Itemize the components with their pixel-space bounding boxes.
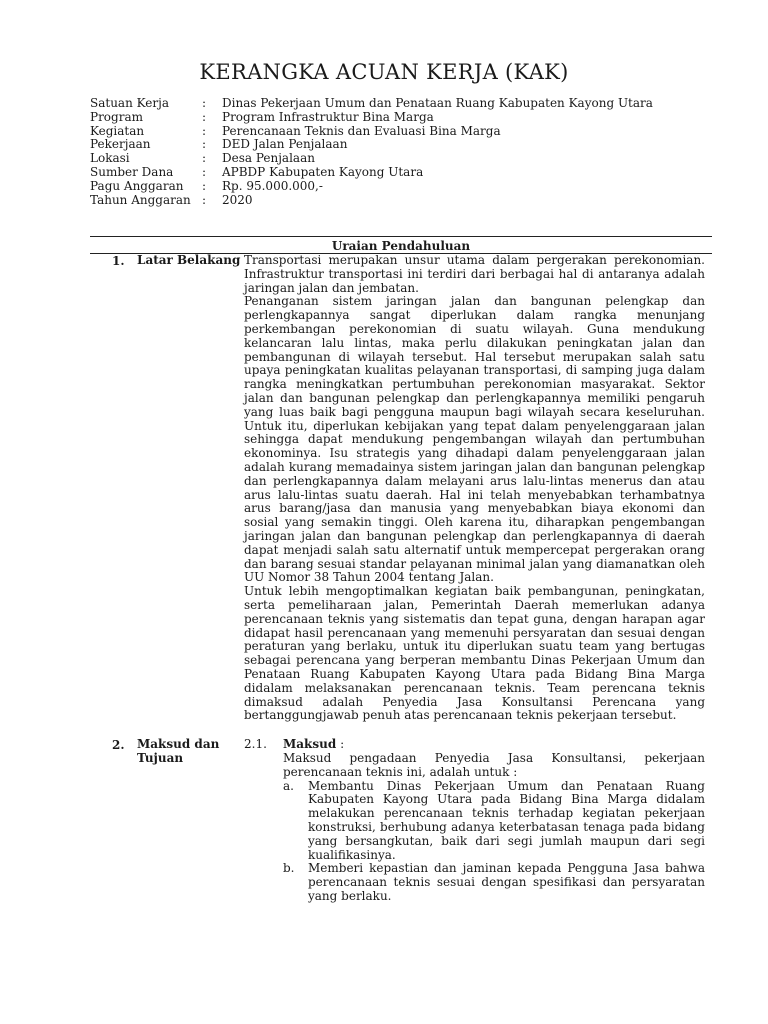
meta-label: Lokasi [90, 151, 130, 166]
document-title: KERANGKA ACUAN KERJA (KAK) [199, 60, 569, 84]
section-title: Uraian Pendahuluan [331, 239, 471, 253]
meta-colon: : [202, 178, 207, 193]
meta-value: Rp. 95.000.000,- [222, 178, 323, 193]
meta-value: Program Infrastruktur Bina Marga [222, 109, 434, 124]
list-text: Membantu Dinas Pekerjaan Umum dan Penataan Ruang Kabupaten Kayong Utara pada Bidang Bina Marga didalam melakukan perencanaan teknis terhadap kegiatan pekerjaan konstruksi, berhubung adanya keterbatasan tenaga pada bidang yang bersangkutan, baik dari segi jumlah maupun dari segi kualifikasinya. [308, 778, 705, 862]
subsection-intro: Maksud pengadaan Penyedia Jasa Konsultansi, pekerjaan perencanaan teknis ini, adalah untuk : [283, 751, 705, 779]
meta-label: Satuan Kerja [90, 96, 169, 110]
paragraph: Penanganan sistem jaringan jalan dan bangunan pelengkap dan perlengkapannya sangat diperlukan dalam rangka menunjang perkembangan perekonomian di suatu wilayah. Guna mendukung kelancaran lalu lintas, maka perlu dilakukan peningkatan jalan dan pembangunan di wilayah tersebut. Hal tersebut merupakan salah satu upaya peningkatan kualitas pelayanan transportasi, di samping juga dalam rangka meningkatkan pertumbuhan perekonomian masyarakat. Sektor jalan dan bangunan pelengkap dan perlengkapannya memiliki pengaruh yang luas baik bagi pengguna maupun bagi wilayah secara keseluruhan. Untuk itu, diperlukan kebijakan yang tepat dalam penyelenggaraan jalan sehingga dapat mendukung pengembangan wilayah dan pertumbuhan ekonominya. Isu strategis yang dihadapi dalam penyelenggaraan jalan adalah kurang memadainya sistem jaringan jalan dan bangunan pelengkap dan perlengkapannya dalam melayani arus lalu-lintas menerus dan atau arus lalu-lintas suatu daerah. Hal ini telah menyebabkan terhambatnya arus barang/jasa dan manusia yang menyebabkan biaya ekonomi dan sosial yang semakin tinggi. Oleh karena itu, diharapkan pengembangan jaringan jalan dan bangunan pelengkap dan perlengkapannya di daerah dapat menjadi salah satu alternatif untuk mempercepat pergerakan orang dan barang sesuai standar pelayanan minimal jalan yang diamanatkan oleh UU Nomor 38 Tahun 2004 tentang Jalan. [244, 294, 705, 585]
meta-label: Tahun Anggaran [90, 192, 191, 207]
meta-value: DED Jalan Penjalaan [222, 137, 348, 152]
meta-label: Kegiatan [90, 123, 145, 138]
meta-colon: : [202, 96, 207, 110]
list-item [283, 862, 705, 903]
meta-value: 2020 [222, 192, 253, 207]
meta-colon: : [202, 137, 207, 152]
meta-value: Perencanaan Teknis dan Evaluasi Bina Marga [222, 123, 501, 138]
section-1-number: 1. [112, 254, 125, 268]
meta-row-kegiatan [90, 125, 690, 139]
list-text: Memberi kepastian dan jaminan kepada Pengguna Jasa bahwa perencanaan teknis sesuai dengan spesifikasi dan persyaratan yang berlaku. [308, 861, 705, 903]
list-item [283, 780, 705, 863]
meta-table [90, 97, 690, 207]
meta-row-tahun-anggaran [90, 194, 690, 208]
meta-label: Program [90, 109, 143, 124]
meta-label: Pagu Anggaran [90, 178, 184, 193]
meta-row-pekerjaan [90, 138, 690, 152]
section-2-heading-line: Maksud dan [137, 737, 220, 751]
subsection-body [283, 752, 705, 904]
meta-row-program [90, 111, 690, 125]
list-marker: a. [283, 778, 294, 793]
subsection-colon: : [336, 737, 345, 751]
meta-row-lokasi [90, 152, 690, 166]
subsection-title [283, 738, 344, 752]
section-2-heading-line: Tujuan [137, 750, 184, 765]
meta-colon: : [202, 123, 207, 138]
meta-colon: : [202, 151, 207, 166]
meta-row-pagu-anggaran [90, 180, 690, 194]
meta-value: APBDP Kabupaten Kayong Utara [222, 164, 424, 179]
meta-colon: : [202, 164, 207, 179]
meta-value: Dinas Pekerjaan Umum dan Penataan Ruang Kabupaten Kayong Utara [222, 96, 653, 110]
meta-row-satuan-kerja [90, 97, 690, 111]
list-marker: b. [283, 861, 295, 876]
meta-label: Pekerjaan [90, 137, 151, 152]
meta-colon: : [202, 109, 207, 124]
meta-value: Desa Penjalaan [222, 151, 315, 166]
section-top-rule [90, 236, 712, 237]
section-1-body [244, 254, 705, 723]
section-1-heading: Latar Belakang [137, 253, 241, 267]
section-2-heading [137, 738, 219, 766]
meta-row-sumber-dana [90, 166, 690, 180]
paragraph: Untuk lebih mengoptimalkan kegiatan baik pembangunan, peningkatan, serta pemeliharaan jalan, Pemerintah Daerah memerlukan adanya perencanaan teknis yang sistematis dan tepat guna, dengan harapan agar didapat hasil perencanaan yang memenuhi persyaratan dan sesuai dengan peraturan yang berlaku, untuk itu diperlukan suatu team yang bertugas sebagai perencana yang berperan membantu Dinas Pekerjaan Umum dan Penataan Ruang Kabupaten Kayong Utara pada Bidang Bina Marga didalam melaksanakan perencanaan teknis. Team perencana teknis dimaksud adalah Penyedia Jasa Konsultansi Perencana yang bertanggungjawab penuh atas perencanaan teknis pekerjaan tersebut. [244, 584, 705, 723]
section-2-number: 2. [112, 738, 125, 752]
meta-colon: : [202, 192, 207, 207]
meta-label: Sumber Dana [90, 164, 174, 179]
paragraph: Transportasi merupakan unsur utama dalam pergerakan perekonomian. Infrastruktur transportasi ini terdiri dari berbagai hal di antaranya adalah jaringan jalan dan jembatan. [244, 253, 705, 295]
subsection-number: 2.1. [244, 737, 267, 751]
subsection-title-text: Maksud [283, 737, 337, 751]
